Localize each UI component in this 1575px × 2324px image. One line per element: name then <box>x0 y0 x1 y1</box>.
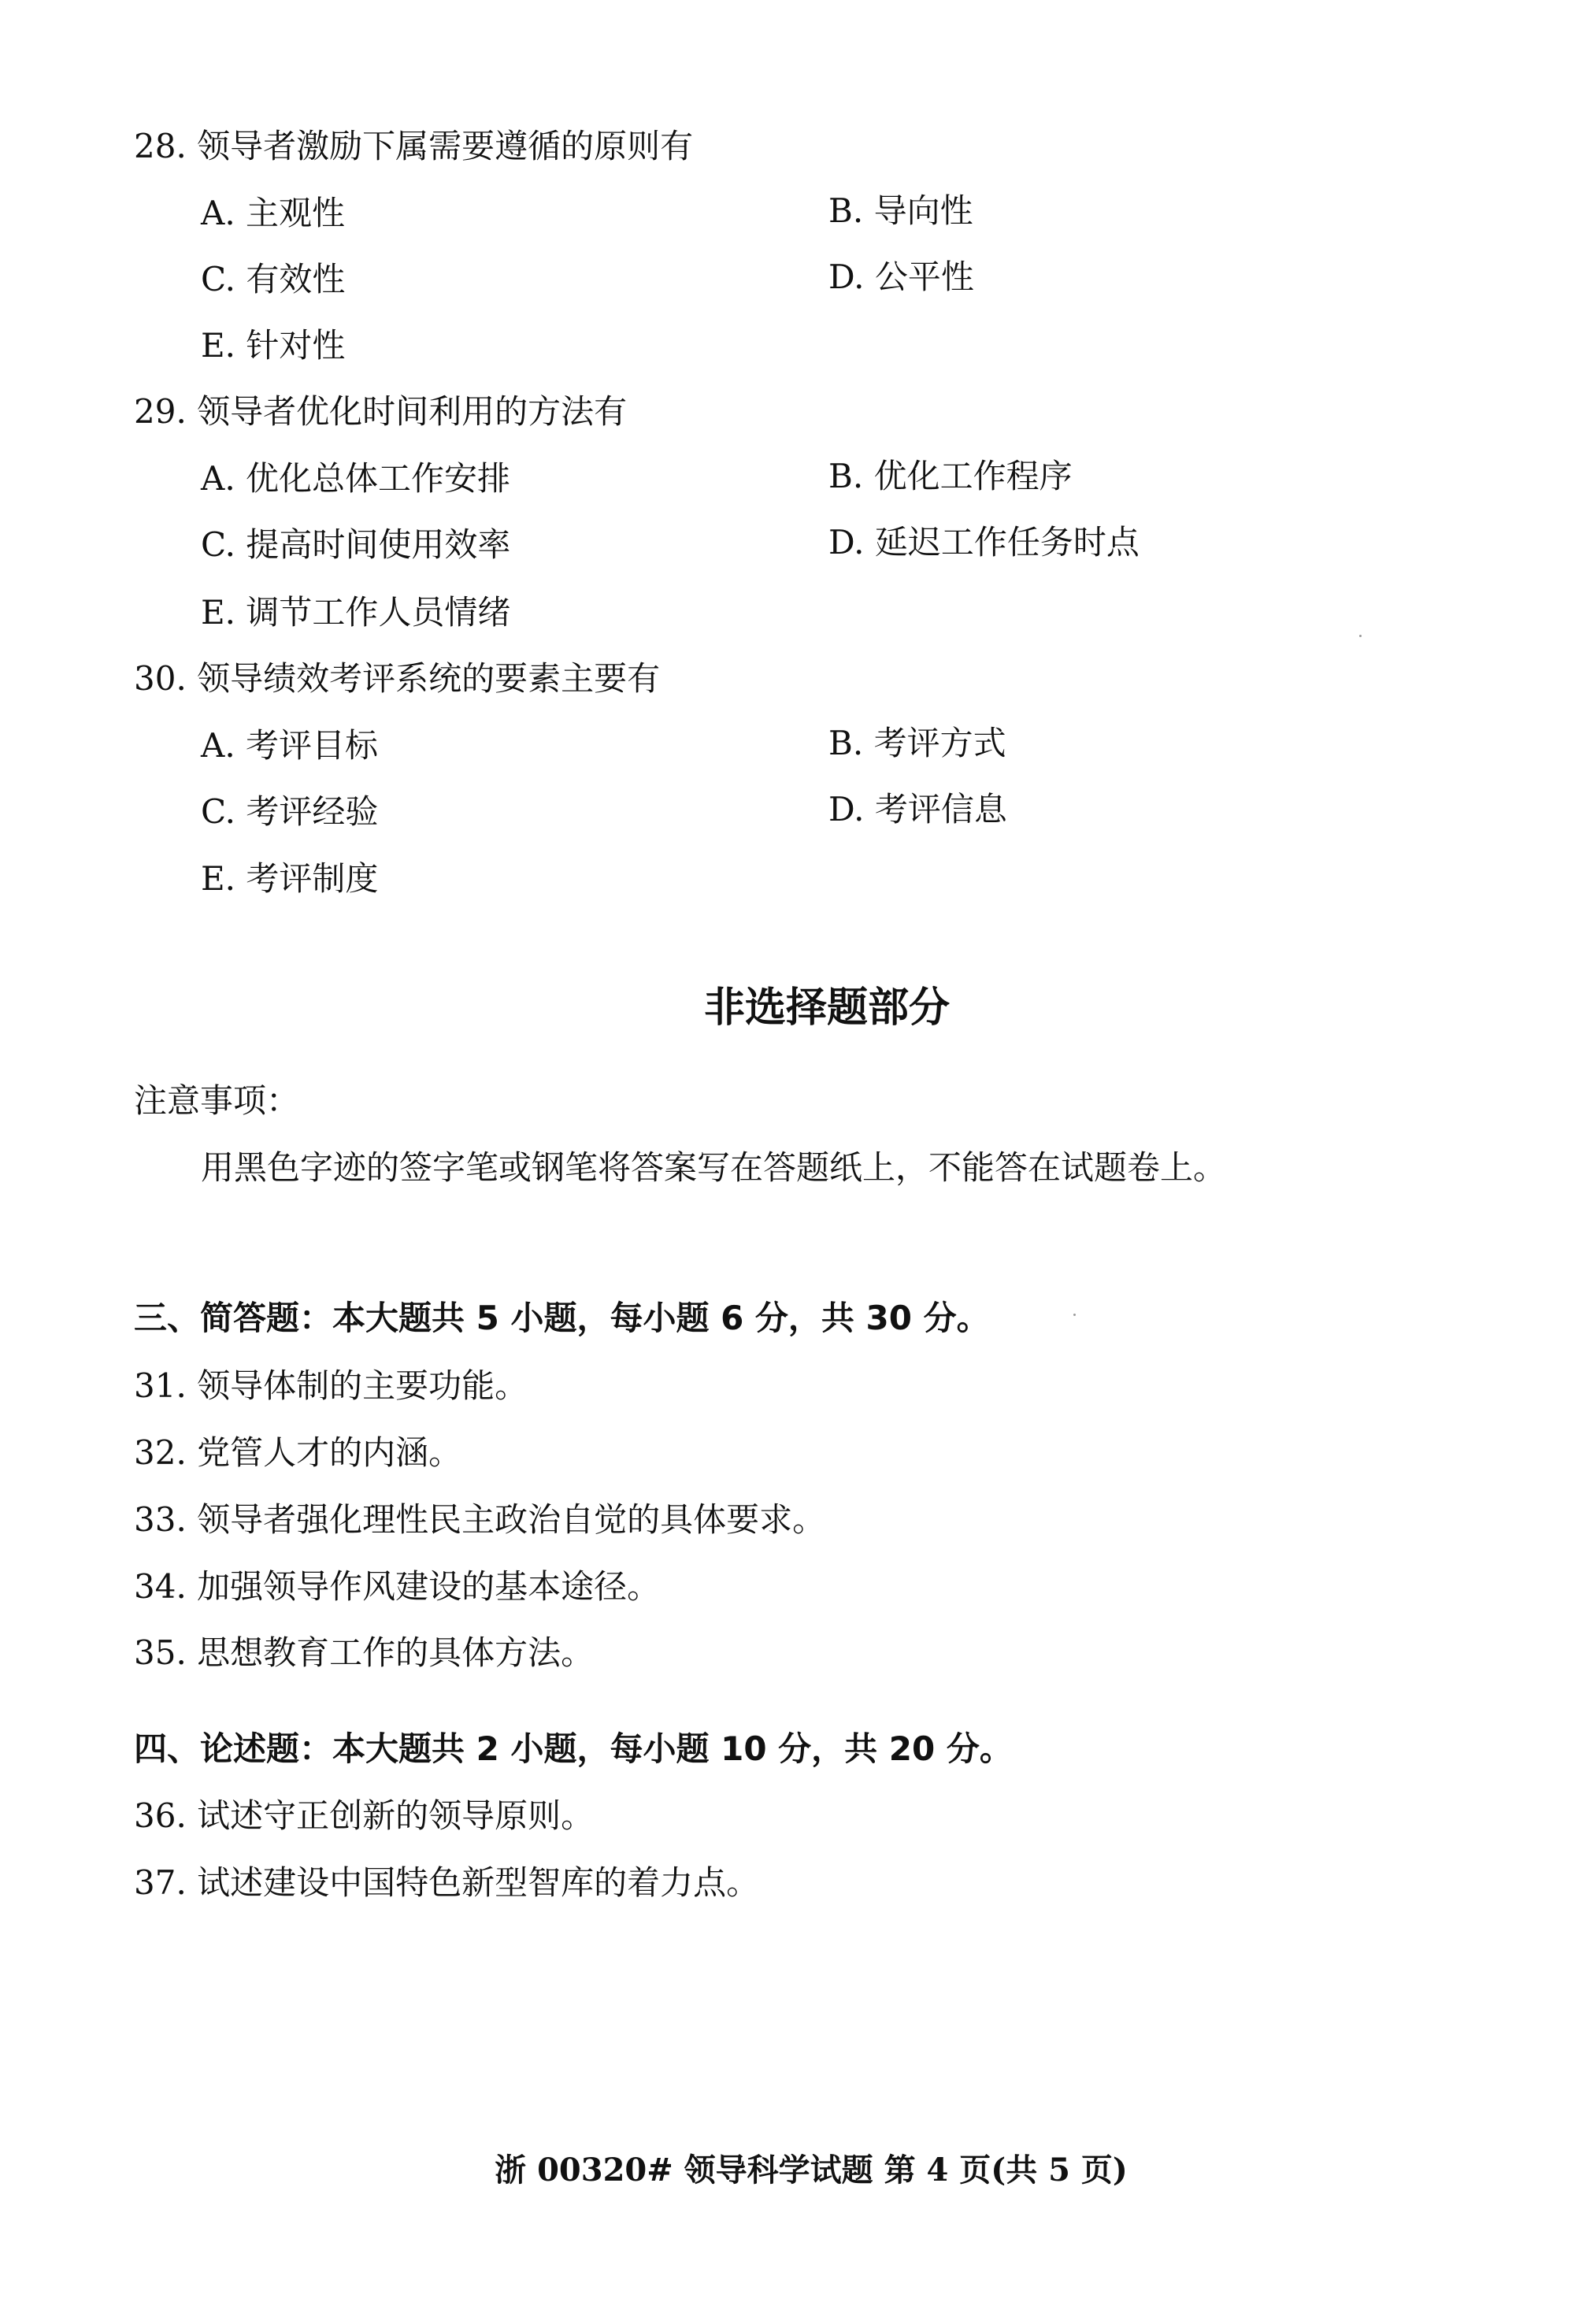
question-35: 35. 思想教育工作的具体方法。 <box>134 1633 595 1672</box>
notice-title: 注意事项： <box>134 1081 300 1120</box>
scan-speck <box>1359 635 1362 637</box>
question-34: 34. 加强领导作风建设的基本途径。 <box>134 1567 661 1606</box>
question-29-option-b: B. 优化工作程序 <box>828 457 1073 495</box>
essay-heading: 四、论述题：本大题共 2 小题，每小题 10 分，共 20 分。 <box>134 1729 1013 1768</box>
short-answer-heading: 三、简答题：本大题共 5 小题，每小题 6 分，共 30 分。 <box>134 1299 990 1337</box>
notice-text: 用黑色字迹的签字笔或钢笔将答案写在答题纸上，不能答在试题卷上。 <box>201 1148 1227 1187</box>
question-28-option-b: B. 导向性 <box>828 191 973 230</box>
question-30-option-b: B. 考评方式 <box>828 724 1006 762</box>
question-33: 33. 领导者强化理性民主政治自觉的具体要求。 <box>134 1500 826 1539</box>
question-36: 36. 试述守正创新的领导原则。 <box>134 1796 595 1835</box>
question-37: 37. 试述建设中国特色新型智库的着力点。 <box>134 1863 760 1902</box>
question-29-option-e: E. 调节工作人员情绪 <box>201 593 511 632</box>
question-29-option-c: C. 提高时间使用效率 <box>201 525 511 564</box>
question-28-option-e: E. 针对性 <box>201 326 346 365</box>
question-30-stem: 30. 领导绩效考评系统的要素主要有 <box>134 659 661 698</box>
question-31: 31. 领导体制的主要功能。 <box>134 1366 528 1405</box>
question-30-option-d: D. 考评信息 <box>828 790 1007 828</box>
section-title-non-choice: 非选择题部分 <box>703 984 950 1032</box>
question-30-option-e: E. 考评制度 <box>201 859 379 898</box>
question-28-stem: 28. 领导者激励下属需要遵循的原则有 <box>134 127 694 165</box>
question-29-stem: 29. 领导者优化时间利用的方法有 <box>134 392 628 431</box>
scan-speck <box>1073 1314 1076 1316</box>
question-28-option-a: A. 主观性 <box>201 194 346 232</box>
question-30-option-c: C. 考评经验 <box>201 792 379 831</box>
question-32: 32. 党管人才的内涵。 <box>134 1433 462 1472</box>
question-30-option-a: A. 考评目标 <box>201 726 379 765</box>
question-29-option-d: D. 延迟工作任务时点 <box>828 523 1140 562</box>
question-29-option-a: A. 优化总体工作安排 <box>201 459 511 498</box>
question-28-option-c: C. 有效性 <box>201 260 346 298</box>
page-footer: 浙 00320# 领导科学试题 第 4 页(共 5 页) <box>495 2152 1128 2189</box>
question-28-option-d: D. 公平性 <box>828 258 974 296</box>
